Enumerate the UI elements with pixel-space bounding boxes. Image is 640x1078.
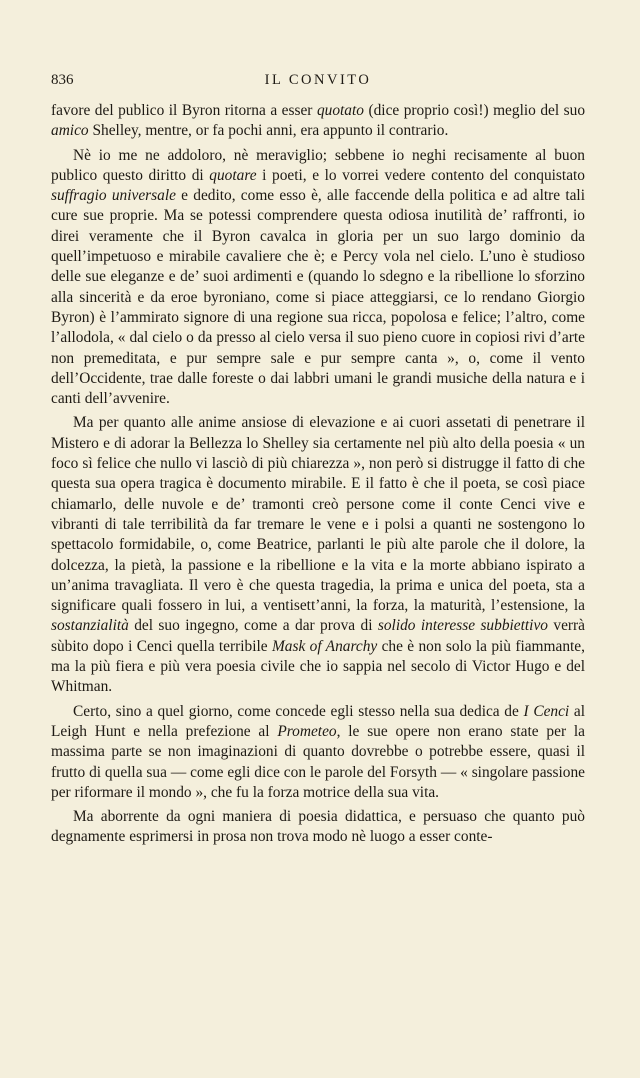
text-run: Ma per quanto alle anime ansiose di elevazione e ai cuori assetati di penetrare il Mistero e di adorar la Bellezza lo Shelley sia certamente nel più alto della poesia « un foco sì felice che nullo vi lasciò di più chiarezza », non però si distrugge il fatto di che questa sua opera tragica è documento mirabile. E il fatto è che il poeta, se così piace chiamarlo, delle nuvole e de’ tramonti creò persone come il conte Cenci vive e vibranti di tale terribilità da far tremare le vene e i polsi a quanti ne sostengono lo spettacolo formidabile, o, come Beatrice, parlanti le più alte parole che il dolore, la dolcezza, la pietà, la passione e la ribellione e la vita e la morte abbiano ispirato a un’anima travagliata. Il vero è che questa tragedia, la prima e unica del poeta, sta a significare quali fossero in lui, a ventisett’anni, la forza, la maturità, l’estensione, la xyxy=(51,414,585,615)
text-run: del suo ingegno, come a dar prova di xyxy=(128,617,378,635)
text-run: , le sue opere non erano state per la massima parte se non imaginazioni di quanto dovrebbe o potrebbe essere, quasi il frutto di quella sua — come egli dice con le parole del Forsyth — « singolare passione per riformare il mondo », che fu la forza motrice della sua vita. xyxy=(51,722,585,801)
italic-text: solido interesse subbiettivo xyxy=(377,617,548,635)
text-run: Nè io me ne addoloro, nè meraviglio; sebbene io neghi recisamente al buon publico questo diritto di xyxy=(51,146,585,184)
italic-text: amico xyxy=(51,122,89,140)
text-run: e dedito, come esso è, alle faccende della politica e ad altre tali cure sue proprie. Ma se potessi comprendere questa odiosa inutilità de’ raffronti, io direi veramente che il Byron cavalca in gloria per un suo largo dominio da quell’impetuoso e mirabile cavaliere che è; e Percy vola nel cielo. L’uno è studioso delle sue eleganze e de’ suoi ardimenti e (quando lo sdegno e la ribellione lo sforzino alla sincerità e da eroe byroniano, come si piace atteggiarsi, ce lo rendano Giorgio Byron) è l’ammirato signore di una regione sua ricca, popolosa e felice; l’altro, come l’allodola, « dal cielo o da presso al cielo versa il suo pieno cuore in copiosi rivi d’arte non premeditata, e pur sempre sale e pur sempre canta », o, come il vento dell’Occidente, trae dalle foreste o dai labbri umani le grandi musiche della natura e i canti dell’avvenire. xyxy=(51,187,585,408)
text-run: Ma aborrente da ogni maniera di poesia didattica, e persuaso che quanto può degnamente esprimersi in prosa non trova modo nè luogo a esser conte- xyxy=(51,808,585,846)
paragraph xyxy=(51,807,585,848)
italic-text: suffragio universale xyxy=(51,187,176,205)
text-run: favore del publico il Byron ritorna a esser xyxy=(51,102,317,119)
paragraph xyxy=(51,702,585,803)
running-title: IL CONVITO xyxy=(264,72,372,88)
page-header xyxy=(51,72,585,92)
italic-text: Prometeo xyxy=(277,722,337,740)
text-run: che è non solo la più fiammante, ma la più fiera e più vera poesia civile che io sappia nel secolo di Victor Hugo e del Whitman. xyxy=(51,637,585,696)
italic-text: quotare xyxy=(209,166,257,184)
text-run: al Leigh Hunt e nella prefezione al xyxy=(51,702,585,740)
body-text xyxy=(51,101,585,852)
italic-text: I Cenci xyxy=(523,702,570,720)
text-run: Certo, sino a quel giorno, come concede egli stesso nella sua dedica de xyxy=(73,702,524,720)
italic-text: Mask of Anarchy xyxy=(271,637,378,655)
paragraph xyxy=(51,413,585,697)
text-run: Shelley, mentre, or fa pochi anni, era appunto il contrario. xyxy=(88,122,449,140)
paragraph xyxy=(51,146,585,410)
text-run: verrà sùbito dopo i Cenci quella terribile xyxy=(51,617,585,655)
italic-text: sostanzialità xyxy=(51,617,129,635)
paragraph xyxy=(51,101,585,142)
page-number: 836 xyxy=(51,72,74,88)
italic-text: quotato xyxy=(316,102,364,119)
text-run: (dice proprio così!) meglio del suo xyxy=(363,102,586,119)
text-run: i poeti, e lo vorrei vedere contento del conquistato xyxy=(256,166,585,184)
